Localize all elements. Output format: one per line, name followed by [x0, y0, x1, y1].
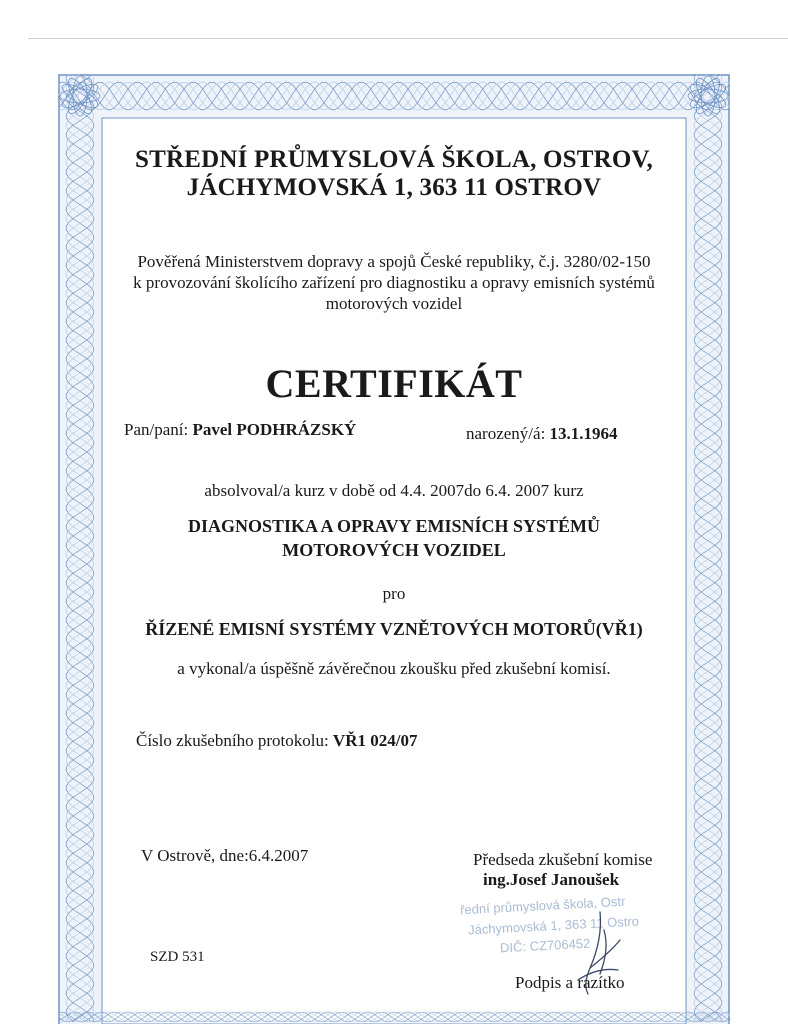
protocol-label: Číslo zkušebního protokolu:	[136, 731, 329, 750]
committee-chair-name: ing.Josef Janoušek	[483, 870, 620, 889]
stamp-line2: Jáchymovská 1, 363 11 Ostro	[467, 913, 640, 938]
stamp-line1: řední průmyslová škola, Ostr	[459, 893, 626, 918]
program-title-line1: DIAGNOSTIKA A OPRAVY EMISNÍCH SYSTÉMŮ	[187, 516, 601, 536]
committee-chair-title: Předseda zkušební komise	[473, 850, 653, 869]
signature-label: Podpis a razítko	[515, 973, 625, 992]
specialization-title: ŘÍZENÉ EMISNÍ SYSTÉMY VZNĚTOVÝCH MOTORŮ(VŘ1)	[145, 619, 643, 639]
birthdate-value: 13.1.1964	[549, 424, 618, 443]
holder-birthdate-row	[466, 424, 618, 444]
holder-name-label: Pan/paní:	[124, 420, 189, 439]
authorization-line1: Pověřená Ministerstvem dopravy a spojů České republiky, č.j. 3280/02-150	[137, 252, 651, 271]
document-code: SZD 531	[150, 949, 205, 965]
birthdate-label: narozený/á:	[466, 424, 546, 443]
place-date: V Ostrově, dne:6.4.2007	[141, 846, 309, 865]
protocol-row	[136, 731, 417, 751]
holder-name-row	[124, 420, 356, 440]
exam-passed-text: a vykonal/a úspěšně závěrečnou zkoušku před zkušební komisí.	[177, 659, 611, 678]
school-address-line2: JÁCHYMOVSKÁ 1, 363 11 OSTROV	[186, 174, 602, 201]
protocol-number: VŘ1 024/07	[332, 731, 418, 750]
certificate-title: CERTIFIKÁT	[265, 361, 523, 406]
for-word: pro	[382, 584, 406, 603]
stamp-line3: DIČ: CZ706452	[499, 935, 591, 956]
course-completed-text: absolvoval/a kurz v době od 4.4. 2007do 6.4. 2007 kurz	[204, 481, 584, 500]
school-name-line1: STŘEDNÍ PRŮMYSLOVÁ ŠKOLA, OSTROV,	[134, 146, 654, 173]
authorization-line2: k provozování školícího zařízení pro diagnostiku a opravy emisních systémů	[133, 273, 655, 292]
program-title-line2: MOTOROVÝCH VOZIDEL	[282, 540, 506, 560]
authorization-line3: motorových vozidel	[325, 294, 463, 313]
holder-name: Pavel PODHRÁZSKÝ	[192, 420, 357, 439]
scan-top-line	[28, 38, 788, 39]
